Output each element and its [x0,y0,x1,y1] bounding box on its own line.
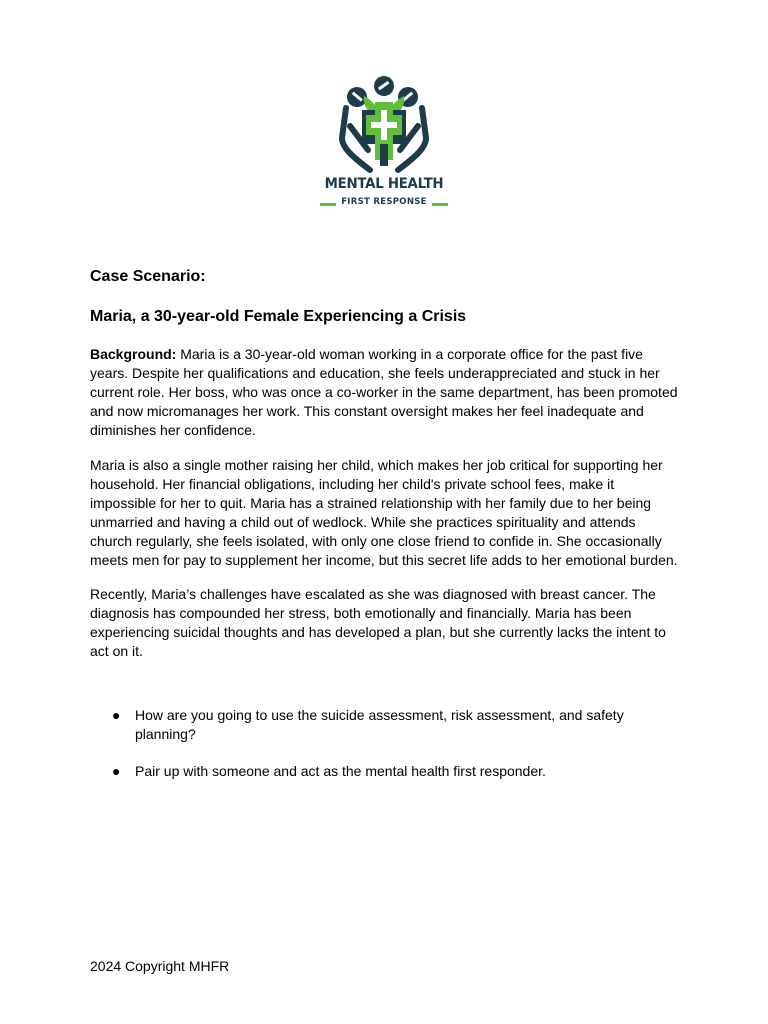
list-item [90,706,680,744]
footer-copyright: 2024 Copyright MHFR [90,958,230,974]
question-text: How are you going to use the suicide assessment, risk assessment, and safety planning? [135,707,624,742]
bullet-icon: ● [112,763,121,779]
cross-icon [362,102,406,166]
family-paragraph: Maria is also a single mother raising her child, which makes her job critical for supporting her household. Her financial obligations, including her child's private school fees, make it impossible for her to quit. Maria has a strained relationship with her family due to her being unmarried and having a child out of wedlock. While she practices spirituality and attends church regularly, she feels isolated, with only one close friend to confide in. She occasionally meets men for pay to supplement her income, but this secret life adds to her emotional burden. [90,456,678,568]
background-text: Maria is a 30-year-old woman working in a corporate office for the past five years. Despite her qualifications and education, she feels underappreciated and stuck in her current role. Her boss, who was once a co-worker in the same department, has been promoted and now micromanages her work. This constant oversight makes her feel inadequate and diminishes her confidence. [90,346,678,438]
logo-rule-right [432,203,448,206]
mhfr-logo [310,66,458,216]
background-paragraph [90,345,680,440]
logo-subtitle: FIRST RESPONSE [341,197,427,207]
logo-graphic [310,66,458,174]
bullet-icon: ● [112,707,121,723]
question-text: Pair up with someone and act as the mental health first responder. [135,763,546,779]
case-label: Case Scenario: [90,268,206,285]
case-title: Maria, a 30-year-old Female Experiencing a Crisis [90,308,467,325]
questions-list [90,706,680,781]
list-item [90,762,680,781]
case-content [90,267,680,799]
background-label: Background: [90,346,177,362]
logo-title: MENTAL HEALTH [324,176,444,192]
diagnosis-paragraph: Recently, Maria’s challenges have escalated as she was diagnosed with breast cancer. The diagnosis has compounded her stress, both emotionally and financially. Maria has been experiencing suicidal thoughts and has developed a plan, but she currently lacks the intent to act on it. [90,586,666,659]
